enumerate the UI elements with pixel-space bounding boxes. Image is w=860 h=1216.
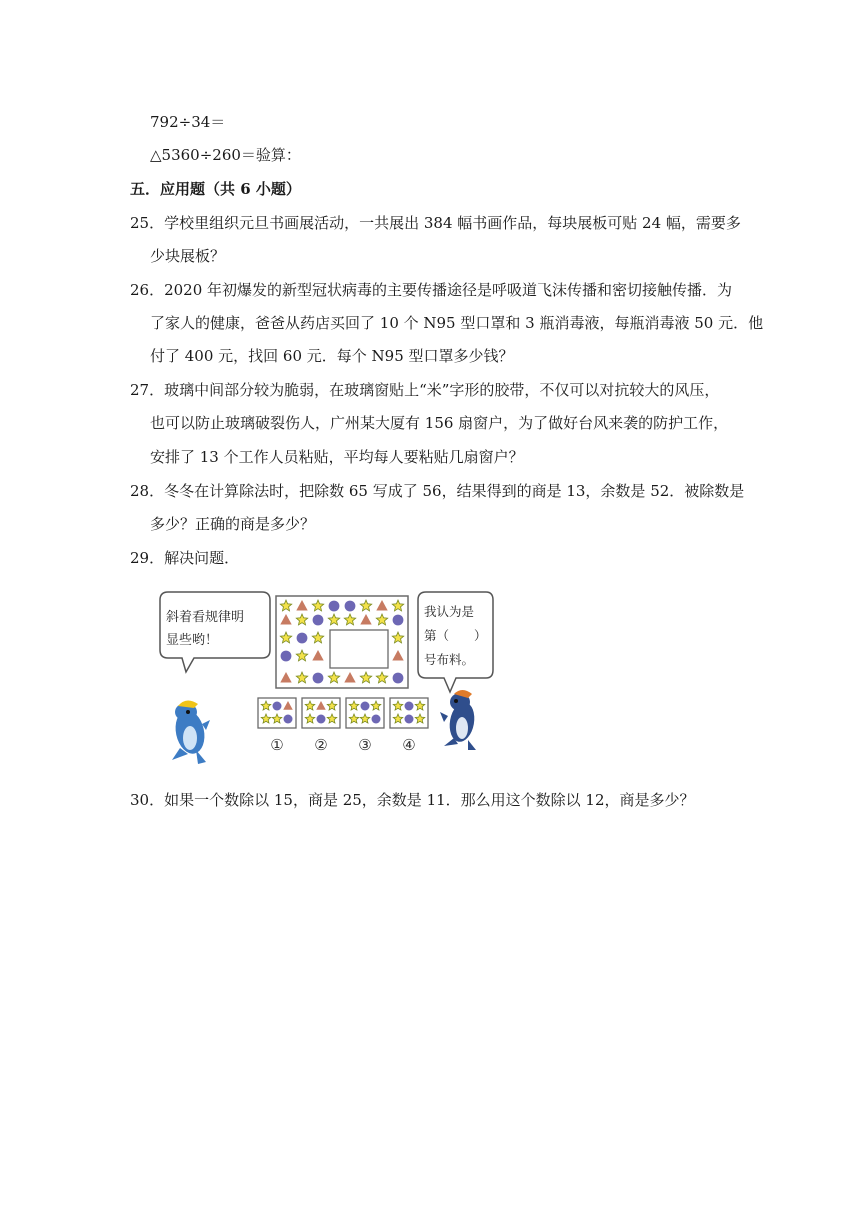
calc-line-2: △5360÷260＝验算： [150,146,301,164]
right-bubble-line-3: 号布料。 [424,652,475,667]
question-text: 2020 年初爆发的新型冠状病毒的主要传播途径是呼吸道飞沫传播和密切接触传播．为 [164,281,733,299]
question-text: 如果一个数除以 15，商是 25，余数是 11．那么用这个数除以 12，商是多少？ [164,791,695,809]
question-27-line-1 [130,380,719,400]
pattern-shape [297,633,308,644]
question-number: 25． [130,214,165,232]
question-25-line-1 [130,213,741,233]
option-shape [372,715,381,724]
question-29-line-1 [130,548,239,568]
left-dolphin-icon [172,700,210,764]
question-26-line-1 [130,280,732,300]
question-text: 学校里组织元旦书画展活动，一共展出 384 幅书画作品，每块展板可贴 24 幅，需要多 [164,214,741,232]
pattern-puzzle-svg [150,588,495,768]
pattern-shape [313,673,324,684]
question-number: 27． [130,381,165,399]
question-30-line-1 [130,790,695,810]
question-28-line-1 [130,481,744,501]
pattern-shape [393,615,404,626]
missing-piece-box [330,630,388,668]
pattern-shape [313,615,324,626]
pattern-shape [393,673,404,684]
question-number: 30． [130,791,165,809]
pattern-shape [281,651,292,662]
question-number: 28． [130,482,165,500]
pattern-shape [329,601,340,612]
option-shape [405,715,414,724]
question-text: 冬冬在计算除法时，把除数 65 写成了 56，结果得到的商是 13，余数是 52．被除数是 [164,482,745,500]
option-shape [405,702,414,711]
question-28-line-2: 多少？正确的商是多少？ [150,515,316,533]
right-bubble-line-1: 我认为是 [424,604,475,619]
question-27-line-2: 也可以防止玻璃破裂伤人，广州某大厦有 156 扇窗户，为了做好台风来袭的防护工作， [150,414,729,432]
question-text: 解决问题． [164,549,240,567]
option-label: ② [314,736,328,754]
question-number: 29． [130,549,165,567]
option-label: ① [270,736,284,754]
section-title: 五．应用题（共 6 小题） [130,180,301,198]
left-bubble-line-1: 斜着看规律明 [166,610,245,625]
option-boxes [258,698,428,754]
question-27-line-3: 安排了 13 个工作人员粘贴，平均每人要粘贴几扇窗户？ [150,448,524,466]
pattern-puzzle-figure [150,588,495,768]
question-26-line-2: 了家人的健康，爸爸从药店买回了 10 个 N95 型口罩和 3 瓶消毒液，每瓶消毒液 50 元．他 [150,314,764,332]
option-label: ③ [358,736,372,754]
option-shape [317,715,326,724]
option-shape [273,702,282,711]
question-number: 26． [130,281,165,299]
left-bubble-line-2: 显些哟！ [166,633,219,648]
question-26-line-3: 付了 400 元，找回 60 元．每个 N95 型口罩多少钱？ [150,347,514,365]
pattern-shape [345,601,356,612]
option-shape [361,702,370,711]
right-bubble-line-2: 第（ ） [424,628,487,643]
right-dolphin-icon [440,690,477,750]
left-speech-bubble [160,592,270,672]
option-shape [284,715,293,724]
option-label: ④ [402,736,416,754]
question-25-line-2: 少块展板？ [150,247,226,265]
calc-line-1: 792÷34＝ [150,113,226,131]
question-text: 玻璃中间部分较为脆弱，在玻璃窗贴上“米”字形的胶带，不仅可以对抗较大的风压， [164,381,720,399]
